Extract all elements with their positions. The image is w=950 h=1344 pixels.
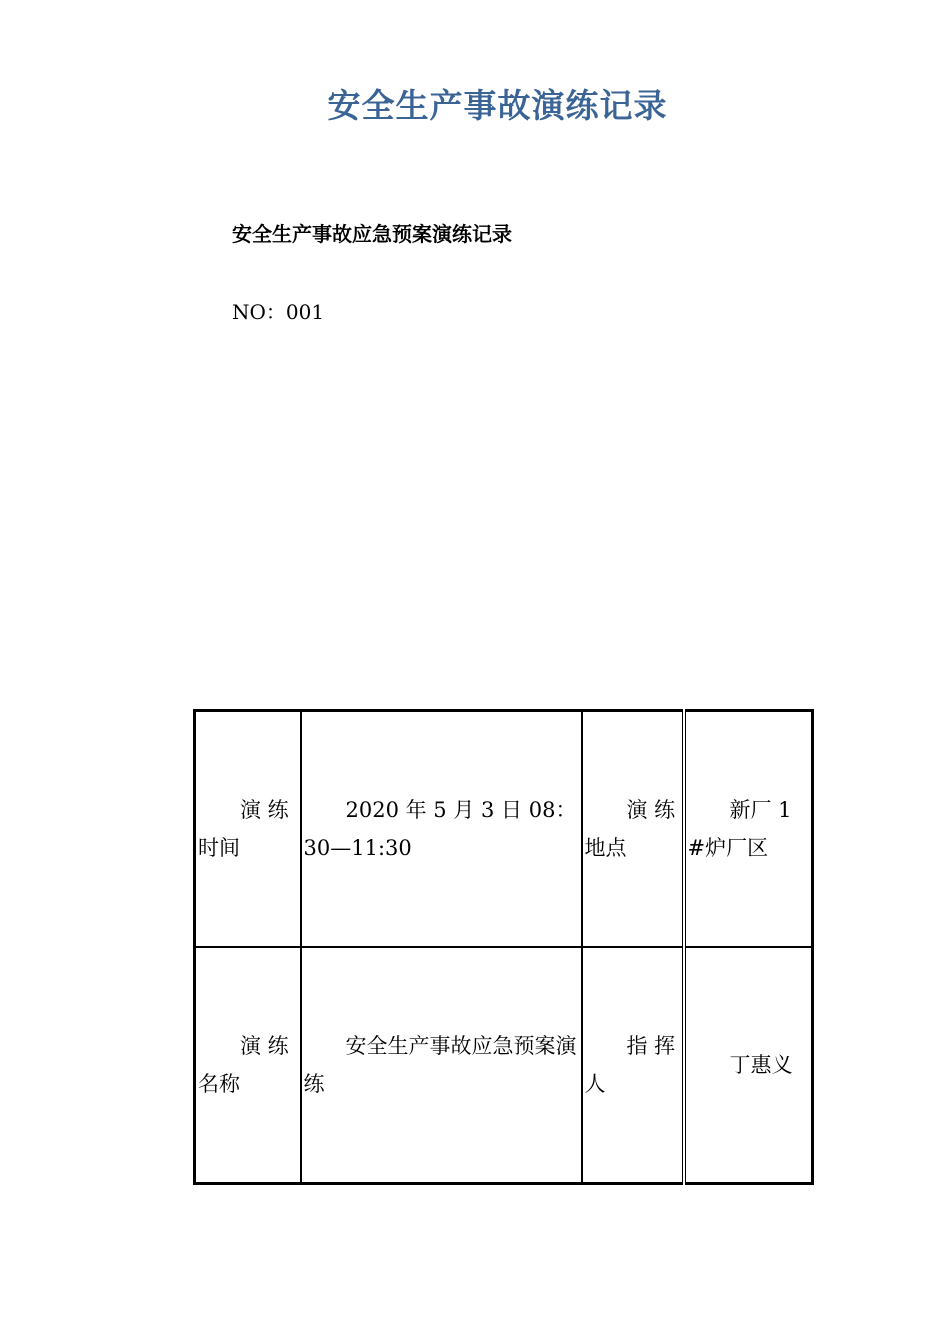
document-title: 安全生产事故演练记录	[327, 86, 668, 125]
commander-value-cell	[684, 947, 813, 1184]
drill-name-label-cell	[195, 947, 301, 1184]
drill-record-table	[193, 709, 814, 1185]
drill-location-label-cell	[582, 711, 684, 948]
commander-value: 丁惠义	[729, 1053, 793, 1077]
drill-location-label: 演 练地点	[584, 798, 676, 860]
drill-name-value: 安全生产事故应急预案演练	[303, 1034, 577, 1096]
record-number: NO：001	[232, 300, 325, 324]
table-row	[195, 711, 813, 948]
document-subtitle: 安全生产事故应急预案演练记录	[232, 222, 512, 246]
commander-label: 指 挥人	[584, 1034, 676, 1096]
commander-label-cell	[582, 947, 684, 1184]
drill-location-value: 新厂 1#炉厂区	[687, 798, 792, 860]
drill-name-label: 演 练名称	[198, 1034, 289, 1096]
drill-name-value-cell	[301, 947, 582, 1184]
drill-time-label-cell	[195, 711, 301, 948]
drill-time-value-cell	[301, 711, 582, 948]
drill-time-label: 演 练时间	[198, 798, 289, 860]
drill-location-value-cell	[684, 711, 813, 948]
table-row	[195, 947, 813, 1184]
drill-time-value: 2020 年 5 月 3 日 08：30—11:30	[303, 798, 577, 860]
